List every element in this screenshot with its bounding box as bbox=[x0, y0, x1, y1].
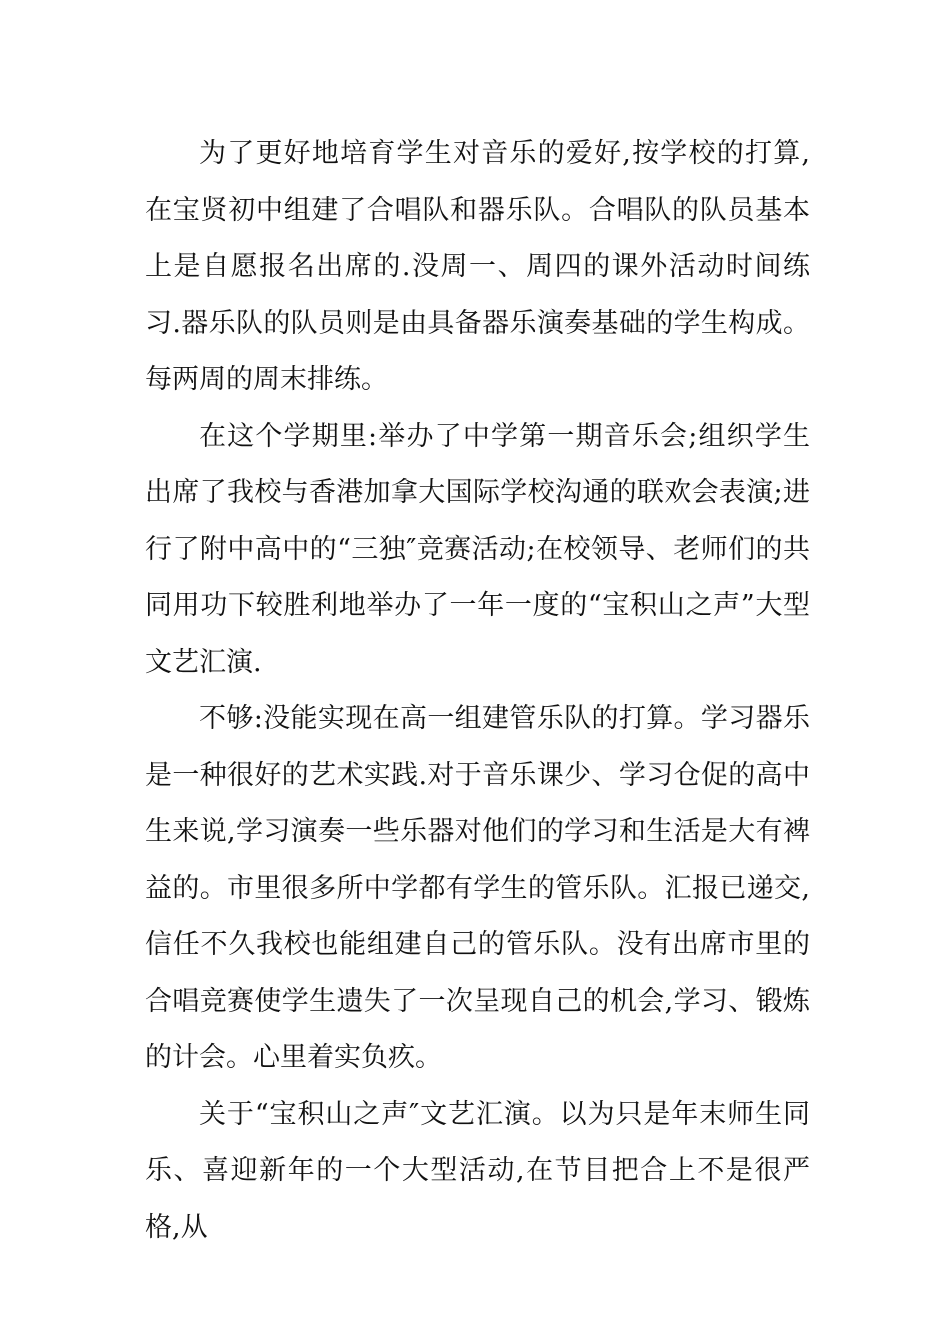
paragraph-2: 在这个学期里:举办了中学第一期音乐会;组织学生出席了我校与香港加拿大国际学校沟通的联欢会表演;进行了附中高中的“三独″竞赛活动;在校领导、老师们的共同用功下较胜利地举办了一年一度的“宝积山之声”大型文艺汇演. bbox=[145, 420, 810, 678]
document-body bbox=[145, 126, 810, 1256]
paragraph-3: 不够:没能实现在高一组建管乐队的打算。学习器乐是一种很好的艺术实践.对于音乐课少、学习仓促的高中生来说,学习演奏一些乐器对他们的学习和生活是大有裨益的。市里很多所中学都有学生的管乐队。汇报已递交,信任不久我校也能组建自己的管乐队。没有出席市里的合唱竞赛使学生遗失了一次呈现自己的机会,学习、锻炼的计会。心里着实负疚。 bbox=[145, 703, 810, 1073]
paragraph-1: 为了更好地培育学生对音乐的爱好,按学校的打算,在宝贤初中组建了合唱队和器乐队。合唱队的队员基本上是自愿报名出席的.没周一、周四的课外活动时间练习.器乐队的队员则是由具备器乐演奏基础的学生构成。每两周的周末排练。 bbox=[145, 138, 810, 395]
paragraph-4: 关于“宝积山之声″文艺汇演。以为只是年末师生同乐、喜迎新年的一个大型活动,在节目把合上不是很严格,从 bbox=[145, 1098, 810, 1243]
